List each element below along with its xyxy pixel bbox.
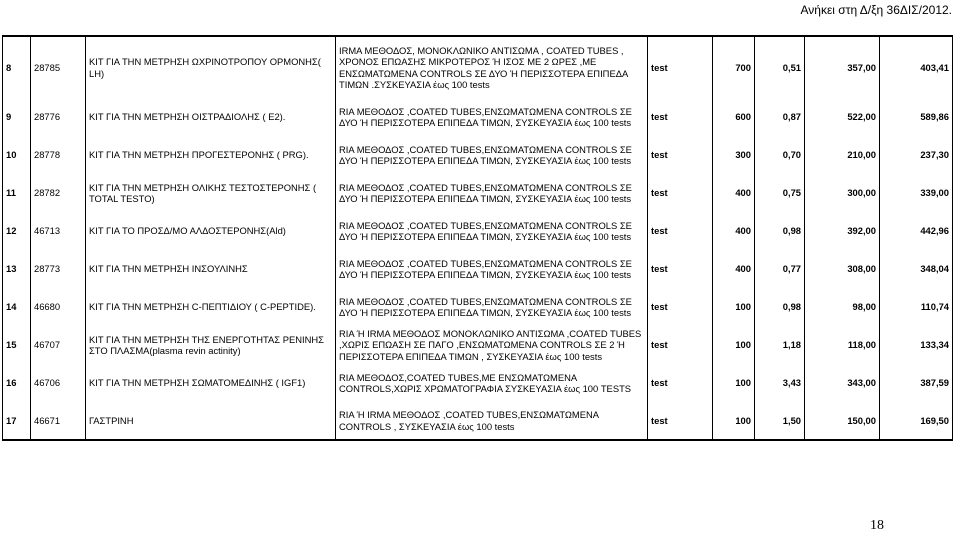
item-description: ΚΙΤ ΓΙΑ ΤΗΝ ΜΕΤΡΗΣΗ ΩΧΡΙΝΟΤΡΟΠΟΥ ΟΡΜΟΝΗΣ( LH) [86, 36, 336, 98]
item-quantity: 100 [713, 288, 755, 326]
table-row [3, 98, 953, 136]
item-quantity: 100 [713, 326, 755, 364]
item-total-with-vat: 110,74 [880, 288, 953, 326]
item-description: ΚΙΤ ΓΙΑ ΤΗΝ ΜΕΤΡΗΣΗ ΣΩΜΑΤΟΜΕΔΙΝΗΣ ( IGF1) [86, 364, 336, 402]
item-technical-specs: RIA ΜΕΘΟΔΟΣ ,COATED TUBES,ΕΝΣΩΜΑΤΩΜΕΝΑ CONTROLS ΣΕ ΔΥΟ Ή ΠΕΡΙΣΣΟΤΕΡΑ ΕΠΙΠΕΔΑ ΤΙΜΩΝ, ΣΥΣΚΕΥΑΣΙΑ έως 100 tests [336, 98, 648, 136]
item-description: ΓΑΣΤΡΙΝΗ [86, 402, 336, 440]
item-unit: test [648, 98, 713, 136]
item-description: ΚΙΤ ΓΙΑ ΤΗΝ ΜΕΤΡΗΣΗ ΠΡΟΓΕΣΤΕΡΟΝΗΣ ( PRG). [86, 136, 336, 174]
table-row [3, 250, 953, 288]
item-code: 28782 [31, 174, 86, 212]
page-header-date: Ανήκει στη Δ/ξη 36ΔΙΣ/2012. [800, 3, 952, 17]
item-total: 522,00 [805, 98, 880, 136]
table-row [3, 212, 953, 250]
table-row [3, 174, 953, 212]
item-unit: test [648, 212, 713, 250]
item-unit-price: 0,98 [755, 212, 805, 250]
item-total: 392,00 [805, 212, 880, 250]
item-quantity: 100 [713, 402, 755, 440]
item-quantity: 600 [713, 98, 755, 136]
item-description: ΚΙΤ ΓΙΑ ΤΗΝ ΜΕΤΡΗΣΗ ΙΝΣΟΥΛΙΝΗΣ [86, 250, 336, 288]
item-number: 10 [3, 136, 31, 174]
item-technical-specs: RIA ΜΕΘΟΔΟΣ,COATED TUBES,ΜΕ ΕΝΣΩΜΑΤΩΜΕΝΑ CONTROLS,ΧΩΡΙΣ ΧΡΩΜΑΤΟΓΡΑΦΙΑ ΣΥΣΚΕΥΑΣΙΑ έως 100 TESTS [336, 364, 648, 402]
item-total-with-vat: 348,04 [880, 250, 953, 288]
item-unit: test [648, 288, 713, 326]
item-technical-specs: RIA ΜΕΘΟΔΟΣ ,COATED TUBES,ΕΝΣΩΜΑΤΩΜΕΝΑ CONTROLS ΣΕ ΔΥΟ Ή ΠΕΡΙΣΣΟΤΕΡΑ ΕΠΙΠΕΔΑ ΤΙΜΩΝ, ΣΥΣΚΕΥΑΣΙΑ έως 100 tests [336, 174, 648, 212]
item-unit-price: 0,70 [755, 136, 805, 174]
item-total-with-vat: 237,30 [880, 136, 953, 174]
item-code: 28773 [31, 250, 86, 288]
item-total-with-vat: 589,86 [880, 98, 953, 136]
table-row [3, 364, 953, 402]
item-code: 46671 [31, 402, 86, 440]
item-unit: test [648, 402, 713, 440]
item-quantity: 300 [713, 136, 755, 174]
item-number: 12 [3, 212, 31, 250]
item-number: 16 [3, 364, 31, 402]
item-total: 150,00 [805, 402, 880, 440]
table-row [3, 136, 953, 174]
item-total-with-vat: 339,00 [880, 174, 953, 212]
item-technical-specs: IRMA ΜΕΘΟΔΟΣ, ΜΟΝΟΚΛΩΝΙΚΟ ΑΝΤΙΣΩΜΑ , COATED TUBES , ΧΡΟΝΟΣ ΕΠΩΑΣΗΣ ΜΙΚΡΟΤΕΡΟΣ Ή ΙΣΟΣ ΜΕ 2 ΩΡΕΣ ,ΜΕ ΕΝΣΩΜΑΤΩΜΕΝΑ CONTROLS ΣΕ ΔΥΟ Ή ΠΕΡΙΣΣΟΤΕΡΑ ΕΠΙΠΕΔΑ ΤΙΜΩΝ .ΣΥΣΚΕΥΑΣΙΑ έως 100 tests [336, 36, 648, 98]
item-quantity: 700 [713, 36, 755, 98]
item-total-with-vat: 403,41 [880, 36, 953, 98]
item-total: 98,00 [805, 288, 880, 326]
item-unit-price: 1,50 [755, 402, 805, 440]
item-total-with-vat: 169,50 [880, 402, 953, 440]
item-quantity: 400 [713, 212, 755, 250]
item-total-with-vat: 387,59 [880, 364, 953, 402]
item-unit-price: 3,43 [755, 364, 805, 402]
item-number: 8 [3, 36, 31, 98]
item-unit-price: 1,18 [755, 326, 805, 364]
item-number: 15 [3, 326, 31, 364]
table-row [3, 36, 953, 98]
item-unit: test [648, 136, 713, 174]
item-description: ΚΙΤ ΓΙΑ ΤΗΝ ΜΕΤΡΗΣΗ ΟΛΙΚΗΣ ΤΕΣΤΟΣΤΕΡΟΝΗΣ ( TOTAL TESTO) [86, 174, 336, 212]
item-total: 357,00 [805, 36, 880, 98]
item-unit: test [648, 326, 713, 364]
item-number: 13 [3, 250, 31, 288]
item-code: 46706 [31, 364, 86, 402]
item-unit: test [648, 36, 713, 98]
item-code: 46707 [31, 326, 86, 364]
item-description: ΚΙΤ ΓΙΑ ΤΟ ΠΡΟΣΔ/ΜΟ ΑΛΔΟΣΤΕΡΟΝΗΣ(Ald) [86, 212, 336, 250]
table-row [3, 288, 953, 326]
item-total-with-vat: 133,34 [880, 326, 953, 364]
item-number: 17 [3, 402, 31, 440]
item-technical-specs: RIA ΜΕΘΟΔΟΣ ,COATED TUBES,ΕΝΣΩΜΑΤΩΜΕΝΑ CONTROLS ΣΕ ΔΥΟ Ή ΠΕΡΙΣΣΟΤΕΡΑ ΕΠΙΠΕΔΑ ΤΙΜΩΝ, ΣΥΣΚΕΥΑΣΙΑ έως 100 tests [336, 212, 648, 250]
item-unit: test [648, 364, 713, 402]
item-description: ΚΙΤ ΓΙΑ ΤΗΝ ΜΕΤΡΗΣΗ ΟΙΣΤΡΑΔΙΟΛΗΣ ( Ε2). [86, 98, 336, 136]
item-code: 28776 [31, 98, 86, 136]
item-total: 300,00 [805, 174, 880, 212]
item-quantity: 400 [713, 174, 755, 212]
item-technical-specs: RIA ΜΕΘΟΔΟΣ ,COATED TUBES,ΕΝΣΩΜΑΤΩΜΕΝΑ CONTROLS ΣΕ ΔΥΟ Ή ΠΕΡΙΣΣΟΤΕΡΑ ΕΠΙΠΕΔΑ ΤΙΜΩΝ, ΣΥΣΚΕΥΑΣΙΑ έως 100 tests [336, 250, 648, 288]
item-unit-price: 0,77 [755, 250, 805, 288]
item-technical-specs: RIA ΜΕΘΟΔΟΣ ,COATED TUBES,ΕΝΣΩΜΑΤΩΜΕΝΑ CONTROLS ΣΕ ΔΥΟ Ή ΠΕΡΙΣΣΟΤΕΡΑ ΕΠΙΠΕΔΑ ΤΙΜΩΝ, ΣΥΣΚΕΥΑΣΙΑ έως 100 tests [336, 288, 648, 326]
item-unit: test [648, 250, 713, 288]
item-number: 11 [3, 174, 31, 212]
item-unit-price: 0,87 [755, 98, 805, 136]
item-number: 9 [3, 98, 31, 136]
item-quantity: 400 [713, 250, 755, 288]
item-total: 308,00 [805, 250, 880, 288]
specifications-table [2, 35, 953, 441]
item-code: 28785 [31, 36, 86, 98]
item-technical-specs: RIA Ή IRMA ΜΕΘΟΔΟΣ ΜΟΝΟΚΛΩΝΙΚΟ ΑΝΤΙΣΩΜΑ ,COATED TUBES ,ΧΩΡΙΣ ΕΠΩΑΣΗ ΣΕ ΠΑΓΟ ,ΕΝΣΩΜΑΤΩΜΕΝΑ CONTROLS ΣΕ 2 Ή ΠΕΡΙΣΣΟΤΕΡΑ ΕΠΙΠΕΔΑ ΤΙΜΩΝ , ΣΥΣΚΕΥΑΣΙΑ έως 100 tests [336, 326, 648, 364]
item-total-with-vat: 442,96 [880, 212, 953, 250]
table-row [3, 402, 953, 440]
item-code: 28778 [31, 136, 86, 174]
item-code: 46713 [31, 212, 86, 250]
item-unit-price: 0,51 [755, 36, 805, 98]
item-quantity: 100 [713, 364, 755, 402]
item-technical-specs: RIA Ή IRMA ΜΕΘΟΔΟΣ ,COATED TUBES,ΕΝΣΩΜΑΤΩΜΕΝΑ CONTROLS , ΣΥΣΚΕΥΑΣΙΑ έως 100 tests [336, 402, 648, 440]
page-number: 18 [870, 518, 884, 533]
item-unit-price: 0,98 [755, 288, 805, 326]
item-total: 118,00 [805, 326, 880, 364]
item-technical-specs: RIA ΜΕΘΟΔΟΣ ,COATED TUBES,ΕΝΣΩΜΑΤΩΜΕΝΑ CONTROLS ΣΕ ΔΥΟ Ή ΠΕΡΙΣΣΟΤΕΡΑ ΕΠΙΠΕΔΑ ΤΙΜΩΝ, ΣΥΣΚΕΥΑΣΙΑ έως 100 tests [336, 136, 648, 174]
item-unit-price: 0,75 [755, 174, 805, 212]
item-total: 210,00 [805, 136, 880, 174]
item-description: ΚΙΤ ΓΙΑ ΤΗΝ ΜΕΤΡΗΣΗ ΤΗΣ ΕΝΕΡΓΟΤΗΤΑΣ ΡΕΝΙΝΗΣ ΣΤΟ ΠΛΑΣΜΑ(plasma revin actinity) [86, 326, 336, 364]
item-description: ΚΙΤ ΓΙΑ ΤΗΝ ΜΕΤΡΗΣΗ C-ΠΕΠΤΙΔΙΟΥ ( C-PEPTIDE). [86, 288, 336, 326]
item-unit: test [648, 174, 713, 212]
item-code: 46680 [31, 288, 86, 326]
item-number: 14 [3, 288, 31, 326]
item-total: 343,00 [805, 364, 880, 402]
table-row [3, 326, 953, 364]
